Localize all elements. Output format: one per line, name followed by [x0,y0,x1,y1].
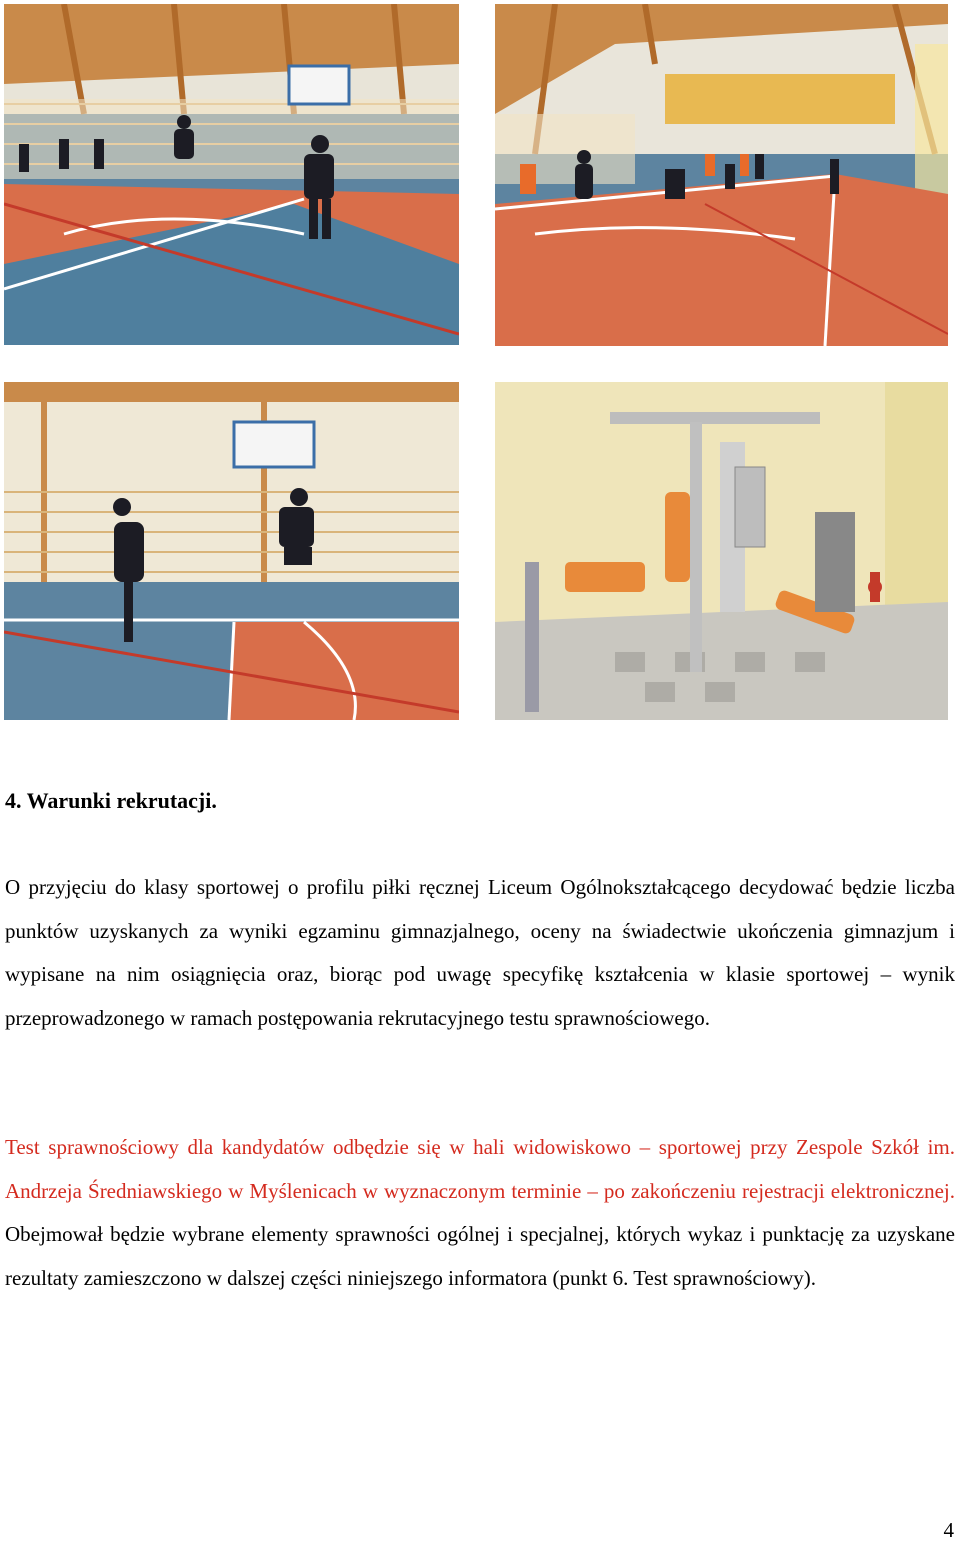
fitness-test-details: Obejmował będzie wybrane elementy sprawności ogólnej i specjalnej, których wykaz i punktację za uzyskane rezultaty zamieszczono w dalszej części niniejszego informatora (punkt 6. Test sprawnościowy). [5,1222,955,1290]
photo-handball-jump-shot [4,382,459,720]
fitness-test-highlight: Test sprawnościowy dla kandydatów odbędzie się w hali widowiskowo – sportowej przy Zespole Szkół im. Andrzeja Średniawskiego w Myślenicach w wyznaczonym terminie – po zakończeniu rejestracji elektronicznej. [5,1135,955,1203]
photo-gym-weight-machines [495,382,948,720]
fitness-test-paragraph [5,1126,955,1300]
photo-handball-training-2 [495,4,948,346]
photo-handball-training-1 [4,4,459,345]
section-heading: 4. Warunki rekrutacji. [5,788,217,813]
recruitment-paragraph: O przyjęciu do klasy sportowej o profilu piłki ręcznej Liceum Ogólnokształcącego decydować będzie liczba punktów uzyskanych za wyniki egzaminu gimnazjalnego, oceny na świadectwie ukończenia gimnazjum i wypisane na nim osiągnięcia oraz, biorąc pod uwagę specyfikę kształcenia w klasie sportowej – wynik przeprowadzonego w ramach postępowania rekrutacyjnego testu sprawnościowego. [5,875,955,1030]
page-number: 4 [943,1518,954,1542]
